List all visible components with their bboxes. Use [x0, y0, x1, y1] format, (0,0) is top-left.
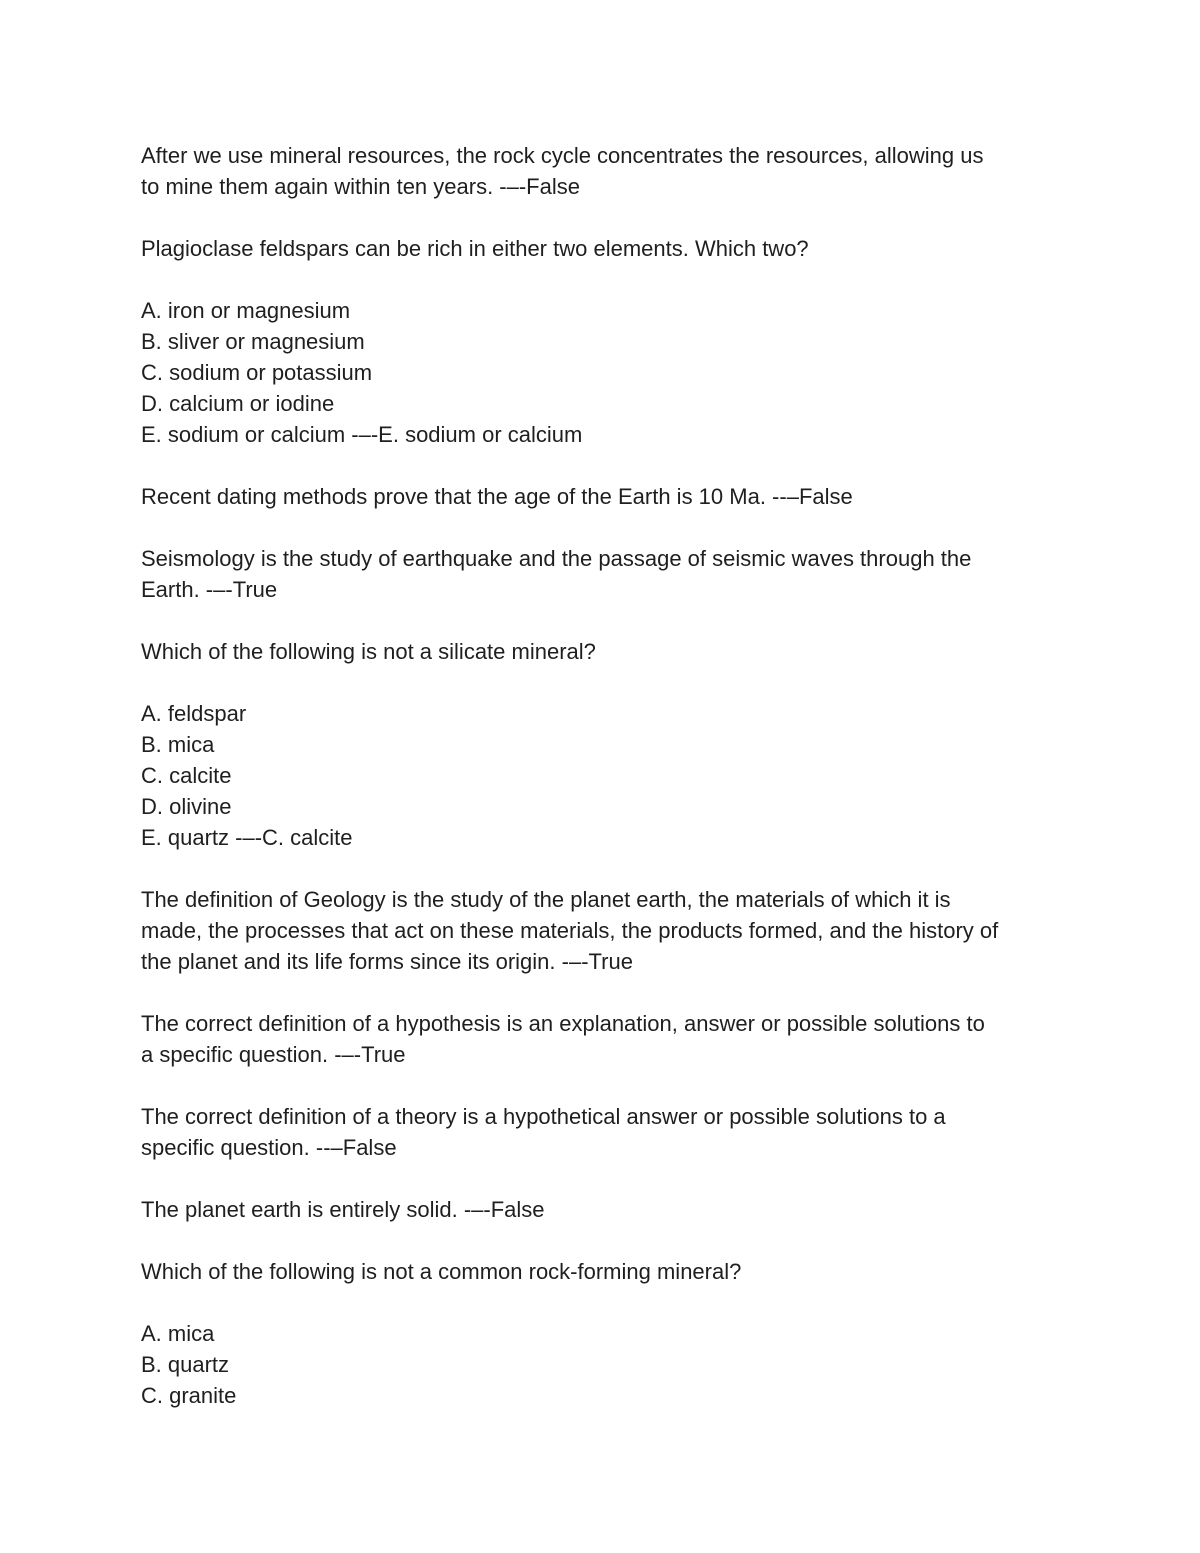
- text-line: The correct definition of a hypothesis is an explanation, answer or possible solutions to: [141, 1011, 985, 1036]
- paragraph-spacer: [141, 605, 1081, 636]
- option-line: D. calcium or iodine: [141, 391, 335, 416]
- option-line: B. sliver or magnesium: [141, 329, 365, 354]
- paragraph-spacer: [141, 264, 1081, 295]
- text-line: Recent dating methods prove that the age of the Earth is 10 Ma. --–False: [141, 484, 853, 509]
- text-line: made, the processes that act on these materials, the products formed, and the history of: [141, 918, 999, 943]
- question-plagioclase: [141, 233, 1081, 264]
- text-line: a specific question. -–-True: [141, 1042, 406, 1067]
- question-rock-cycle: [141, 140, 1081, 202]
- text-line: Earth. -–-True: [141, 577, 278, 602]
- option-line: B. quartz: [141, 1352, 230, 1377]
- paragraph-spacer: [141, 853, 1081, 884]
- text-line: Plagioclase feldspars can be rich in either two elements. Which two?: [141, 236, 809, 261]
- question-silicate: [141, 636, 1081, 667]
- option-line: C. calcite: [141, 763, 232, 788]
- text-line: The planet earth is entirely solid. -–-False: [141, 1197, 545, 1222]
- text-line: to mine them again within ten years. -–-False: [141, 174, 580, 199]
- question-geology-definition: [141, 884, 1081, 977]
- question-hypothesis: [141, 1008, 1081, 1070]
- option-line: C. sodium or potassium: [141, 360, 373, 385]
- question-seismology: [141, 543, 1081, 605]
- option-line: C. granite: [141, 1383, 237, 1408]
- text-line: specific question. --–False: [141, 1135, 397, 1160]
- question-earth-solid: [141, 1194, 1081, 1225]
- text-line: Which of the following is not a silicate mineral?: [141, 639, 596, 664]
- option-line: A. iron or magnesium: [141, 298, 351, 323]
- paragraph-spacer: [141, 667, 1081, 698]
- answer-options-silicate: [141, 698, 1081, 853]
- text-line: the planet and its life forms since its origin. -–-True: [141, 949, 633, 974]
- paragraph-spacer: [141, 450, 1081, 481]
- question-rock-forming: [141, 1256, 1081, 1287]
- text-line: The definition of Geology is the study of the planet earth, the materials of which it is: [141, 887, 951, 912]
- text-line: Which of the following is not a common rock-forming mineral?: [141, 1259, 742, 1284]
- paragraph-spacer: [141, 977, 1081, 1008]
- text-line: Seismology is the study of earthquake and the passage of seismic waves through the: [141, 546, 972, 571]
- paragraph-spacer: [141, 1287, 1081, 1318]
- option-line: E. sodium or calcium -–-E. sodium or calcium: [141, 422, 583, 447]
- option-line: A. mica: [141, 1321, 215, 1346]
- paragraph-spacer: [141, 512, 1081, 543]
- text-line: The correct definition of a theory is a hypothetical answer or possible solutions to a: [141, 1104, 946, 1129]
- answer-options-rock-forming: [141, 1318, 1081, 1411]
- answer-options-plagioclase: [141, 295, 1081, 450]
- option-line: D. olivine: [141, 794, 232, 819]
- paragraph-spacer: [141, 1070, 1081, 1101]
- paragraph-spacer: [141, 1163, 1081, 1194]
- option-line: E. quartz -–-C. calcite: [141, 825, 353, 850]
- question-theory: [141, 1101, 1081, 1163]
- text-line: After we use mineral resources, the rock cycle concentrates the resources, allowing us: [141, 143, 984, 168]
- question-earth-age: [141, 481, 1081, 512]
- paragraph-spacer: [141, 1225, 1081, 1256]
- document-body: [141, 140, 1081, 1411]
- option-line: A. feldspar: [141, 701, 247, 726]
- paragraph-spacer: [141, 202, 1081, 233]
- option-line: B. mica: [141, 732, 215, 757]
